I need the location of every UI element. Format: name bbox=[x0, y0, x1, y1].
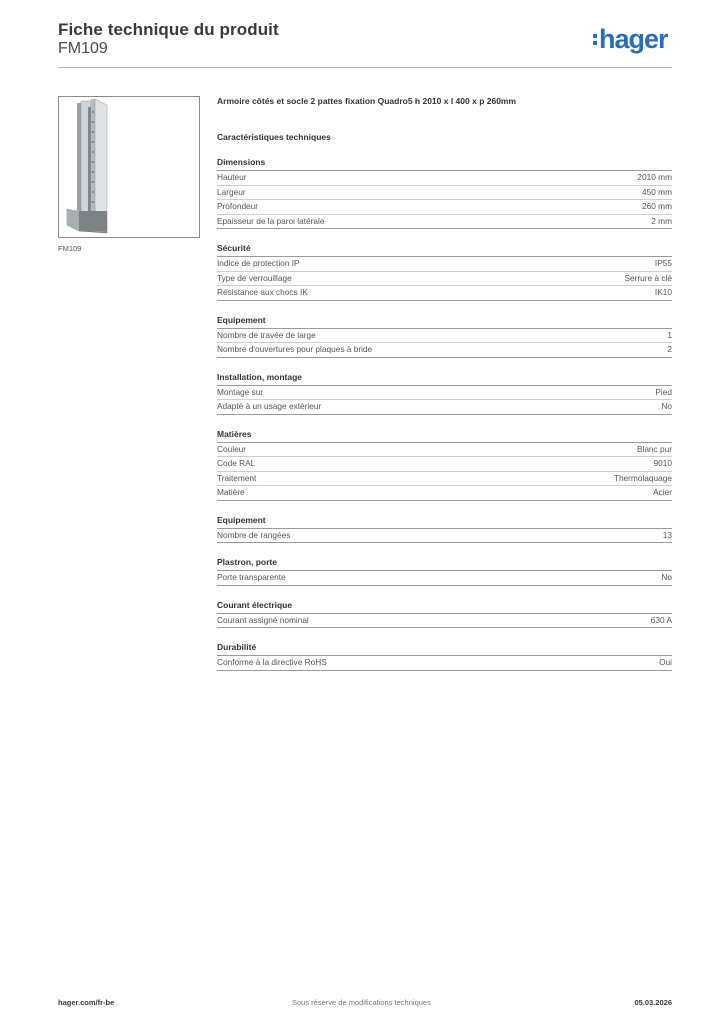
spec-row bbox=[217, 457, 672, 472]
spec-value: IK10 bbox=[654, 287, 672, 297]
spec-row bbox=[217, 215, 672, 230]
spec-content bbox=[217, 95, 672, 671]
spec-row bbox=[217, 614, 672, 629]
spec-label: Couleur bbox=[217, 443, 247, 454]
spec-section bbox=[217, 515, 672, 544]
spec-row bbox=[217, 386, 672, 401]
spec-value: Serrure à clé bbox=[624, 272, 672, 283]
spec-label: Type de verrouillage bbox=[217, 272, 292, 283]
spec-section bbox=[217, 600, 672, 629]
spec-row bbox=[217, 286, 672, 301]
spec-row bbox=[217, 400, 672, 415]
footer-date: 05.03.2026 bbox=[634, 998, 672, 1007]
spec-value: Thermolaquage bbox=[613, 472, 672, 483]
product-code: FM109 bbox=[58, 40, 108, 57]
spec-row bbox=[217, 472, 672, 487]
spec-section bbox=[217, 429, 672, 501]
spec-value: 9010 bbox=[653, 458, 672, 468]
spec-row bbox=[217, 571, 672, 586]
section-title: Installation, montage bbox=[217, 372, 672, 386]
spec-label: Matière bbox=[217, 487, 245, 497]
product-name: Armoire côtés et socle 2 pattes fixation Quadro5 h 2010 x l 400 x p 260mm bbox=[217, 96, 517, 106]
logo-colon-icon bbox=[593, 34, 597, 48]
spec-value: No bbox=[661, 401, 672, 411]
spec-label: Profondeur bbox=[217, 201, 259, 211]
spec-value: Acier bbox=[653, 487, 672, 497]
spec-value: 1 bbox=[667, 329, 672, 340]
spec-row bbox=[217, 443, 672, 458]
footer-notice: Sous réserve de modifications techniques bbox=[292, 998, 431, 1007]
spec-row bbox=[217, 529, 672, 544]
spec-section bbox=[217, 157, 672, 229]
spec-section bbox=[217, 315, 672, 358]
spec-row bbox=[217, 343, 672, 358]
section-title: Equipement bbox=[217, 515, 672, 529]
section-title: Equipement bbox=[217, 315, 672, 329]
spec-value: 260 mm bbox=[642, 201, 672, 211]
spec-value: IP55 bbox=[654, 258, 672, 268]
footer-website[interactable]: hager.com/fr-be bbox=[58, 998, 115, 1007]
spec-label: Conforme à la directive RoHS bbox=[217, 657, 327, 667]
spec-value: 450 mm bbox=[642, 186, 672, 197]
image-caption: FM109 bbox=[58, 244, 82, 253]
spec-label: Indice de protection IP bbox=[217, 258, 300, 268]
section-title: Plastron, porte bbox=[217, 557, 672, 571]
section-title: Matières bbox=[217, 429, 672, 443]
cabinet-illustration bbox=[59, 97, 199, 237]
spec-label: Porte transparente bbox=[217, 572, 286, 582]
spec-section bbox=[217, 642, 672, 671]
product-image bbox=[58, 96, 200, 238]
spec-label: Montage sur bbox=[217, 386, 264, 397]
section-title: Durabilité bbox=[217, 642, 672, 656]
spec-value: 13 bbox=[662, 529, 672, 540]
spec-label: Largeur bbox=[217, 186, 246, 197]
spec-row bbox=[217, 257, 672, 272]
spec-row bbox=[217, 186, 672, 201]
spec-row bbox=[217, 656, 672, 671]
spec-label: Courant assigné nominal bbox=[217, 614, 309, 625]
tech-heading: Caractéristiques techniques bbox=[217, 132, 331, 142]
spec-row bbox=[217, 200, 672, 215]
spec-value: Pied bbox=[655, 386, 672, 397]
spec-value: 2 bbox=[667, 344, 672, 354]
section-title: Sécurité bbox=[217, 243, 672, 257]
spec-label: Nombre de rangées bbox=[217, 529, 291, 540]
spec-label: Code RAL bbox=[217, 458, 256, 468]
section-title: Courant électrique bbox=[217, 600, 672, 614]
spec-label: Nombre de travée de large bbox=[217, 329, 316, 340]
spec-label: Adapté à un usage extérieur bbox=[217, 401, 322, 411]
spec-sections bbox=[217, 157, 672, 671]
spec-value: 2 mm bbox=[651, 215, 672, 226]
spec-label: Nombre d'ouvertures pour plaques à bride bbox=[217, 344, 373, 354]
header-divider bbox=[58, 67, 672, 68]
spec-row bbox=[217, 329, 672, 344]
spec-row bbox=[217, 486, 672, 501]
logo-text: hager bbox=[599, 24, 668, 54]
spec-value: Blanc pur bbox=[636, 443, 672, 454]
spec-value: 2010 mm bbox=[637, 172, 672, 182]
spec-value: No bbox=[661, 572, 672, 582]
section-title: Dimensions bbox=[217, 157, 672, 171]
hager-logo bbox=[593, 24, 668, 58]
spec-value: 630 A bbox=[650, 614, 672, 625]
spec-value: Oui bbox=[659, 657, 672, 667]
spec-section bbox=[217, 557, 672, 586]
spec-label: Hauteur bbox=[217, 172, 247, 182]
spec-label: Epaisseur de la paroi latérale bbox=[217, 215, 325, 226]
spec-section bbox=[217, 372, 672, 415]
spec-label: Traitement bbox=[217, 472, 257, 483]
page-title: Fiche technique du produit bbox=[58, 20, 279, 39]
spec-row bbox=[217, 272, 672, 287]
spec-label: Résistance aux chocs IK bbox=[217, 287, 308, 297]
spec-section bbox=[217, 243, 672, 301]
spec-row bbox=[217, 171, 672, 186]
